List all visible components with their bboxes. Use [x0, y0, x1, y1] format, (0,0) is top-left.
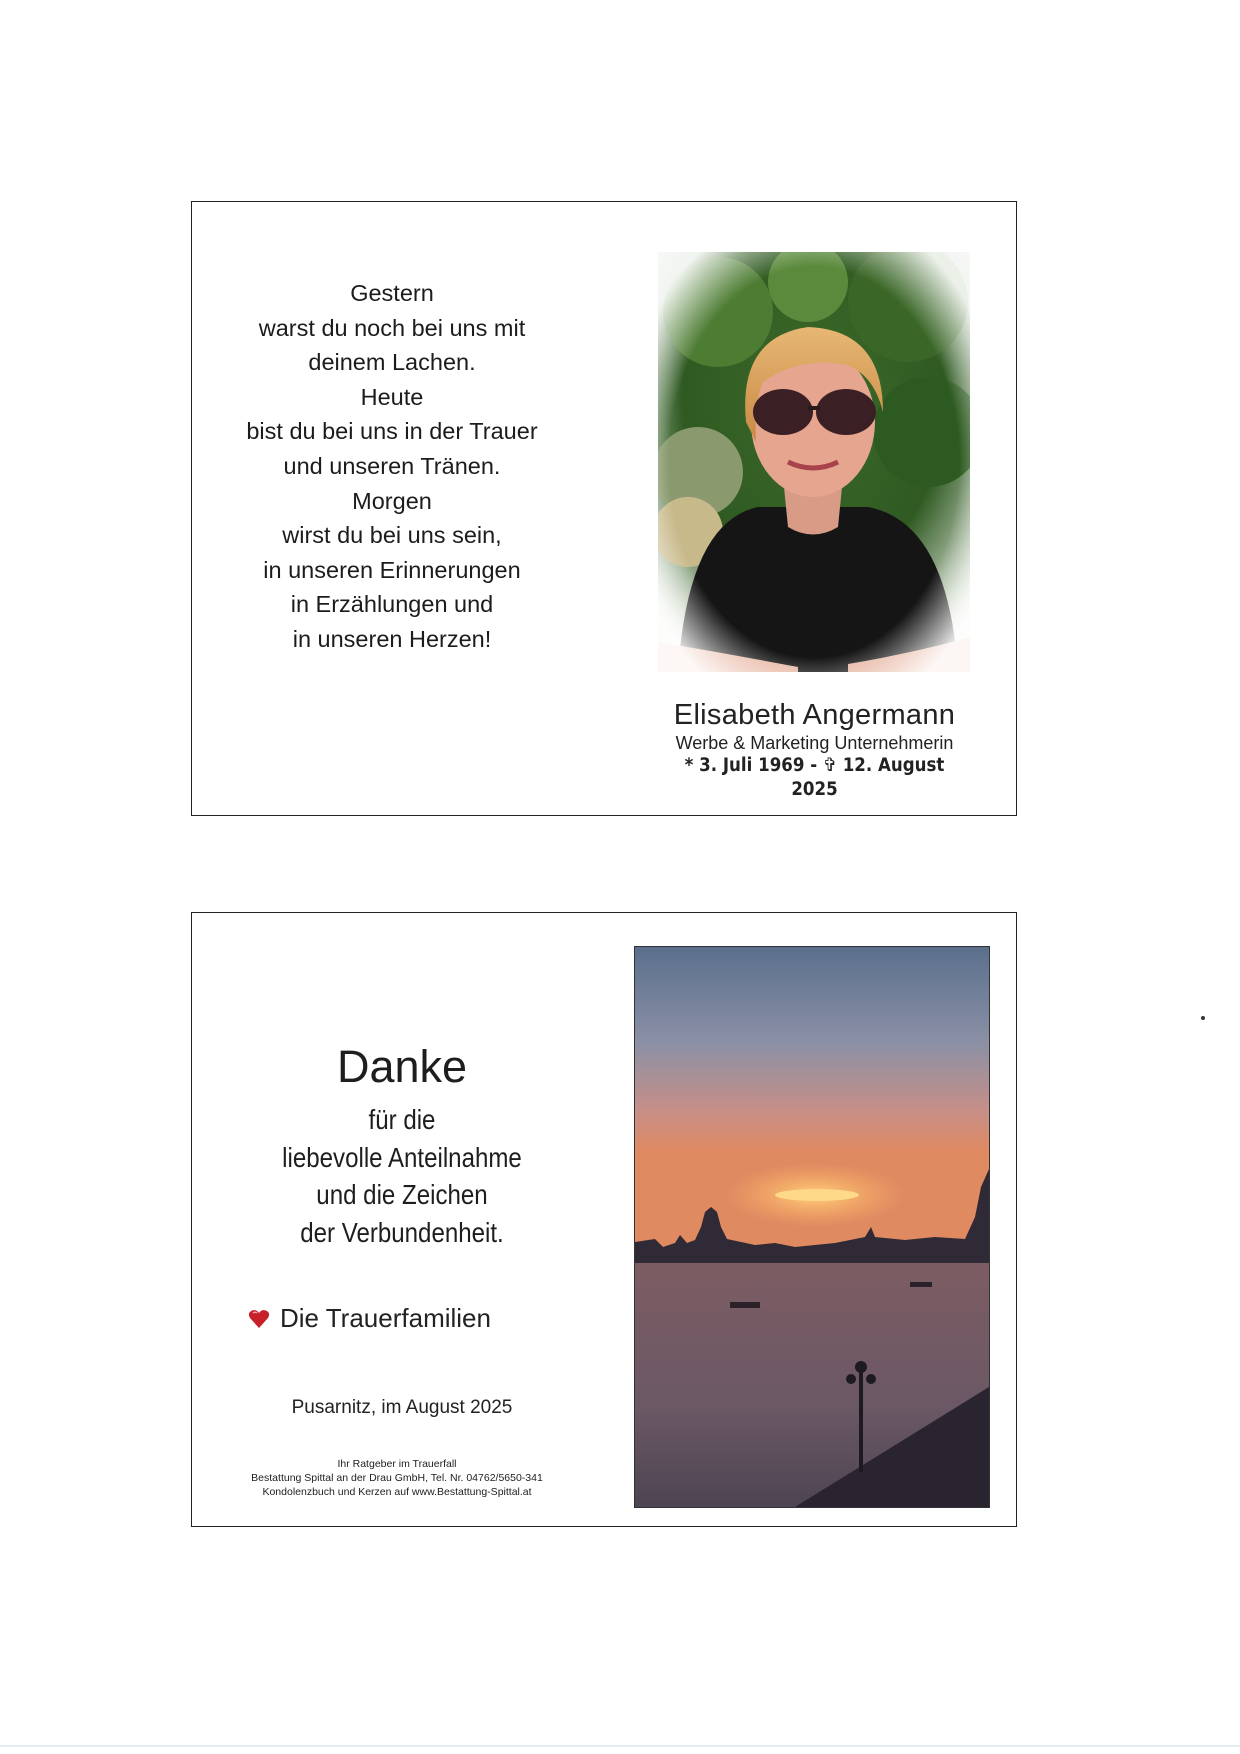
poem-line: deinem Lachen. [308, 349, 476, 376]
poem-line: Gestern [350, 280, 434, 306]
life-dates: * 3. Juli 1969 - ✞ 12. August 2025 [684, 755, 945, 800]
heart-icon [248, 1305, 270, 1336]
family-signature [248, 1303, 491, 1336]
thanks-title: Danke [336, 1041, 468, 1092]
sunset-photo [634, 946, 990, 1508]
poem-line: in unseren Herzen! [292, 625, 492, 652]
undertaker-line: Kondolenzbuch und Kerzen auf www.Bestattung-Spittal.at [262, 1486, 532, 1498]
poem-line: Morgen [352, 487, 432, 514]
profession: Werbe & Marketing Unternehmerin [675, 733, 954, 753]
thanks-line: liebevolle Anteilnahme [282, 1141, 522, 1173]
poem-line: und unseren Tränen. [283, 452, 501, 479]
name-block [642, 698, 987, 802]
poem-line: warst du noch bei uns mit [258, 314, 526, 341]
deceased-name: Elisabeth Angermann [673, 699, 956, 731]
memorial-card [191, 201, 1017, 816]
thanks-line: für die [368, 1104, 436, 1135]
poem [232, 276, 552, 657]
thanks-line: und die Zeichen [316, 1179, 488, 1210]
thanks-text [232, 1039, 572, 1251]
thanks-lines [256, 1101, 548, 1251]
scan-speck [1201, 1016, 1205, 1020]
place-date: Pusarnitz, im August 2025 [291, 1397, 513, 1418]
undertaker-info [232, 1457, 562, 1499]
undertaker-line: Bestattung Spittal an der Drau GmbH, Tel. Nr. 04762/5650-341 [251, 1472, 543, 1484]
undertaker-line: Ihr Ratgeber im Trauerfall [337, 1458, 457, 1470]
thanks-line: der Verbundenheit. [300, 1216, 504, 1248]
poem-line: in unseren Erinnerungen [263, 556, 521, 583]
poem-line: Heute [360, 383, 424, 410]
poem-line: bist du bei uns in der Trauer [246, 418, 538, 445]
poem-line: in Erzählungen und [290, 591, 494, 618]
portrait-photo [658, 252, 970, 672]
family-name: Die Trauerfamilien [280, 1303, 491, 1333]
scan-edge-line [0, 1745, 1240, 1747]
thanks-card [191, 912, 1017, 1527]
poem-line: wirst du bei uns sein, [282, 522, 502, 549]
